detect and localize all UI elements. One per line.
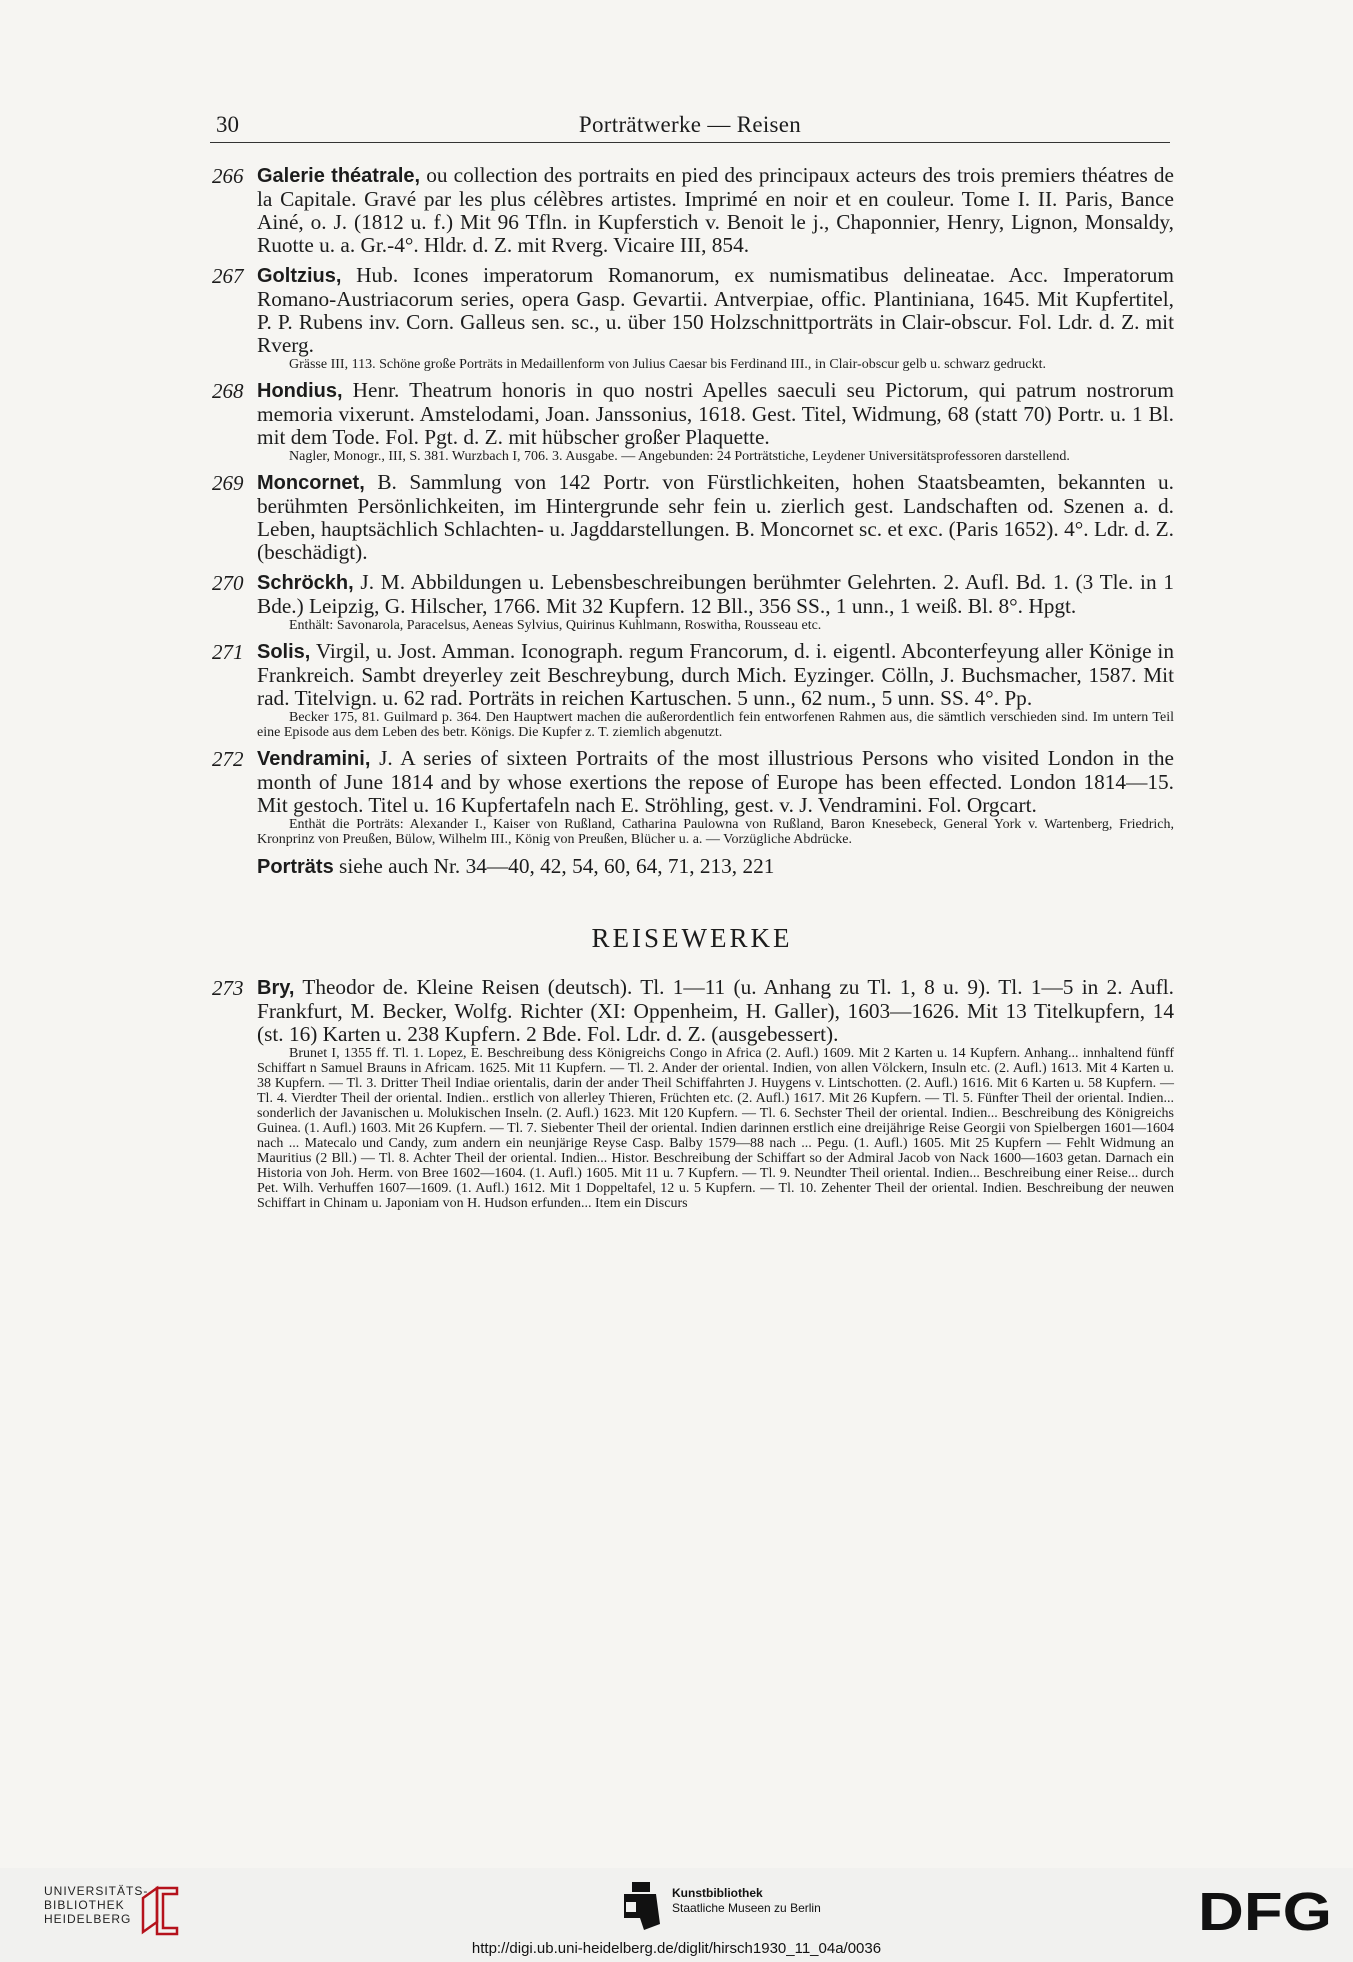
entry-description: J. M. Abbildungen u. Lebensbeschreibungen berühmter Gelehrten. 2. Aufl. Bd. 1. (3 Tle. in 1 Bde.) Leipzig, G. Hilscher, 1766. Mit 32 Kupfern. 12 Bll., 356 SS., 1 unn., 1 weiß. Bl. 8°. Hpgt. — [257, 570, 1174, 618]
ub-logo-text — [44, 1884, 148, 1926]
catalog-entry — [210, 164, 1174, 257]
entry-text — [257, 164, 1174, 257]
entry-note: Enthält: Savonarola, Paracelsus, Aeneas Sylvius, Quirinus Kuhlmann, Roswitha, Rousseau etc. — [289, 618, 822, 633]
ub-heidelberg-logo[interactable] — [22, 1884, 192, 1938]
catalog-body — [210, 164, 1174, 1218]
running-head: Porträtwerke — Reisen — [578, 112, 802, 137]
entry-text — [257, 471, 1174, 564]
permalink-url[interactable]: http://digi.ub.uni-heidelberg.de/diglit/hirsch1930_11_04a/0036 — [471, 1940, 882, 1957]
kunstbibliothek-text — [672, 1886, 821, 1916]
entry-author: Vendramini, — [257, 748, 371, 770]
entry-note: Nagler, Monogr., III, S. 381. Wurzbach I, 706. 3. Ausgabe. — Angebunden: 24 Porträtstiche, Leydener Universitätsprofessoren darstellend. — [289, 449, 1070, 464]
kunstbibliothek-icon — [620, 1880, 664, 1930]
entry-text — [257, 640, 1174, 710]
entry-number: 272 — [212, 747, 244, 771]
entry-number: 267 — [212, 264, 244, 288]
page-header — [210, 112, 1170, 143]
entry-author: Hondius, — [257, 380, 343, 402]
ub-line2: BIBLIOTHEK — [44, 1898, 125, 1912]
entry-author: Galerie théatrale, — [257, 165, 421, 187]
catalog-entry — [210, 571, 1174, 633]
entry-note: Brunet I, 1355 ff. Tl. 1. Lopez, E. Beschreibung dess Königreichs Congo in Africa (2. Aufl.) 1609. Mit 2 Karten u. 14 Kupfern. Anhang... innhaltend fünff Schiffart n Samuel Brauns in Africam. 1625. Mit 11 Kupfern. — Tl. 2. Ander der oriental. Indien, von allen Völckern, Insuln etc. (2. Aufl.) 1613. Mit 4 Karten u. 38 Kupfern. — Tl. 3. Dritter Theil Indiae orientalis, darin der ander Theil Schiffahrten J. Huygens v. Lintschotten. (2. Aufl.) 1616. Mit 6 Karten u. 58 Kupfern. — Tl. 4. Vierdter Theil der oriental. Indien.. erstlich von allerley Thieren, Früchten etc. (2. Aufl.) 1617. Mit 26 Kupfern. — Tl. 5. Fünfter Theil der oriental. Indien... sonderlich der Javanischen u. Molukischen Inseln. (2. Aufl.) 1623. Mit 120 Kupfern. — Tl. 6. Sechster Theil der oriental. Indien... Beschreibung des Königreichs Guinea. (1. Aufl.) 1603. Mit 26 Kupfern. — Tl. 7. Siebenter Theil der oriental. Indien darinnen erstlich eine dreijährige Reise Georgii von Spielbergen 1601—1604 nach ... Matecalo und Candy, zum andern ein neunjärige Reyse Casp. Balby 1579—88 nach ... Pegu. (1. Aufl.) 1605. Mit 25 Kupfern — Fehlt Widmung an Mauritius (2 Bll.) — Tl. 8. Achter Theil der oriental. Indien... Histor. Beschreibung der Schiffart so der Admiral Jacob von Nack 1600—1603 getan. Darnach ein Historia von Joh. Herm. von Bree 1602—1604. (1. Aufl.) 1605. Mit 11 u. 7 Kupfern. — Tl. 9. Neundter Theil oriental. Indien... Beschreibung einer Reise... durch Pet. Wilh. Verhuffen 1607—1609. (1. Aufl.) 1612. Mit 1 Doppeltafel, 12 u. 5 Kupfern. — Tl. 10. Zehenter Theil der oriental. Indien. Beschreibung der neuwen Schiffart in Chinam u. Japoniam von H. Hudson erfunden... Item ein Discurs — [257, 1046, 1174, 1211]
page-number: 30 — [216, 112, 239, 137]
catalog-entry — [210, 747, 1174, 847]
entry-text — [257, 747, 1174, 817]
entry-number: 273 — [212, 976, 244, 1000]
kb-line1: Kunstbibliothek — [672, 1886, 763, 1900]
entry-number: 268 — [212, 379, 244, 403]
entries-list — [210, 164, 1174, 847]
entry-description: B. Sammlung von 142 Portr. von Fürstlichkeiten, hohen Staatsbeamten, bekannten u. berühmten Persönlichkeiten, im Hintergrunde sehr fein u. zierlich gest. Landschaften od. Szenen a. d. Leben, hauptsächlich Schlachten- u. Jagddarstellungen. B. Moncornet sc. et exc. (Paris 1652). 4°. Ldr. d. Z. (beschädigt). — [257, 470, 1174, 564]
entry-description: Theodor de. Kleine Reisen (deutsch). Tl. 1—11 (u. Anhang zu Tl. 1, 8 u. 9). Tl. 1—5 in 2. Aufl. Frankfurt, M. Becker, Wolfg. Richter (XI: Oppenheim, H. Galler), 1603—1626. Mit 13 Titelkupfern, 14 (st. 16) Karten u. 238 Kupfern. 2 Bde. Fol. Ldr. d. Z. (ausgebessert). — [257, 975, 1174, 1046]
catalog-entry — [210, 264, 1174, 372]
ub-line3: HEIDELBERG — [44, 1912, 132, 1926]
kunstbibliothek-logo[interactable] — [620, 1880, 850, 1936]
catalog-entry — [210, 379, 1174, 464]
ub-line1: UNIVERSITÄTS- — [44, 1884, 149, 1898]
entry-note: Enthät die Porträts: Alexander I., Kaiser von Rußland, Catharina Paulowna von Rußland, Baron Knesebeck, General York v. Wartenberg, Friedrich, Kronprinz von Preußen, Bülow, Wilhelm III., König von Preußen, Blücher u. a. — Vorzügliche Abdrücke. — [257, 817, 1174, 847]
entry-number: 269 — [212, 471, 244, 495]
entry-number: 271 — [212, 640, 244, 664]
entry-author: Goltzius, — [257, 265, 342, 287]
see-also-line — [210, 854, 1174, 879]
entry-text — [257, 264, 1174, 357]
entry-author: Schröckh, — [257, 572, 354, 594]
entry-description: Virgil, u. Jost. Amman. Iconograph. regum Francorum, d. i. eigentl. Abconterfeyung aller Könige in Frankreich. Sambt dreyerley zeit Beschreybung, durch Mich. Eyzinger. Cölln, J. Buchsmacher, 1587. Mit rad. Titelvign. u. 62 rad. Porträts in reichen Kartuschen. 5 unn., 62 num., 5 unn. SS. 4°. Pp. — [257, 639, 1174, 710]
entry-author: Moncornet, — [257, 472, 365, 494]
entry-author: Solis, — [257, 641, 311, 663]
entry-description: Henr. Theatrum honoris in quo nostri Apelles saeculi seu Pictorum, qui patrum nostrorum memoria vixerunt. Amstelodami, Joan. Janssonius, 1618. Gest. Titel, Widmung, 68 (statt 70) Portr. u. 1 Bl. mit dem Tode. Fol. Pgt. d. Z. mit hübscher großer Plaquette. — [257, 378, 1174, 449]
kb-line2: Staatliche Museen zu Berlin — [672, 1901, 821, 1915]
catalog-entry — [210, 640, 1174, 740]
entry-description: Hub. Icones imperatorum Romanorum, ex numismatibus delineatae. Acc. Imperatorum Romano-Austriacorum series, opera Gasp. Gevartii. Antverpiae, offic. Plantiniana, 1645. Mit Kupfertitel, P. P. Rubens inv. Corn. Galleus sen. sc., u. über 150 Holzschnittporträts in Clair-obscur. Fol. Ldr. d. Z. mit Rverg. — [257, 263, 1174, 357]
entry-text — [257, 976, 1174, 1046]
entry-author: Bry, — [257, 977, 295, 999]
entry-note: Grässe III, 113. Schöne große Porträts in Medaillenform von Julius Caesar bis Ferdinand III., in Clair-obscur gelb u. schwarz gedruckt. — [289, 357, 1046, 372]
entry-number: 266 — [212, 164, 244, 188]
see-also-text: siehe auch Nr. 34—40, 42, 54, 60, 64, 71, 213, 221 — [333, 854, 775, 878]
dfg-logo[interactable] — [1198, 1884, 1332, 1936]
entry-description: J. A series of sixteen Portraits of the most illustrious Persons who visited London in the month of June 1814 and by whose exertions the repose of Europe has been effected. London 1814—15. Mit gestoch. Titel u. 16 Kupfertafeln nach E. Ströhling, gest. v. J. Vendramini. Fol. Orgcart. — [257, 746, 1174, 817]
entry-text — [257, 379, 1174, 449]
ub-mark-icon — [137, 1884, 183, 1936]
see-also-bold: Porträts — [257, 856, 334, 878]
catalog-entry-273 — [210, 976, 1174, 1211]
dfg-logo-text: DFG — [1198, 1884, 1332, 1936]
entry-description: ou collection des portraits en pied des principaux acteurs des trois premiers théatres de la Capitale. Gravé par les plus célèbres artistes. Imprimé en noir et en couleur. Tome I. II. Paris, Bance Ainé, o. J. (1812 u. f.) Mit 96 Tfln. in Kupferstich v. Benoit le j., Chaponnier, Henry, Lignon, Monsaldy, Ruotte u. a. Gr.-4°. Hldr. d. Z. mit Rverg. Vicaire III, 854. — [257, 163, 1175, 257]
entry-text — [257, 571, 1174, 618]
catalog-entry — [210, 471, 1174, 564]
section-title: REISEWERKE — [591, 923, 793, 953]
entry-number: 270 — [212, 571, 244, 595]
entry-note: Becker 175, 81. Guilmard p. 364. Den Hauptwert machen die außerordentlich fein entworfenen Rahmen aus, die sämtlich verschieden sind. Im untern Teil eine Episode aus dem Leben des betr. Königs. Die Kupfer z. T. ziemlich abgenutzt. — [257, 710, 1174, 740]
